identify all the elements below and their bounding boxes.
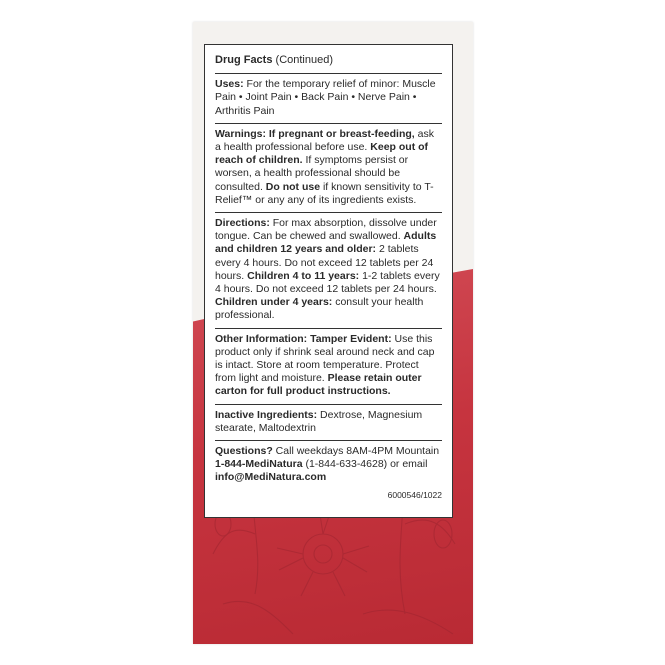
drug-facts-panel [204,44,453,518]
questions-phone: 1-844-MediNatura [215,458,303,471]
directions-section [215,213,442,329]
drug-facts-title: Drug Facts [215,54,273,66]
questions-email: info@MediNatura.com [215,471,327,484]
directions-adults: Adults and children 12 years and older: [215,230,437,256]
uses-label: Uses: [215,78,244,91]
warnings-do-not-use: Do not use [265,180,321,193]
warnings-text-1: ask a health professional before use. [215,127,434,154]
other-info-retain-carton: Please retain outer carton for full product instructions. [215,372,422,398]
directions-text-2: 2 tablets every 4 hours. Do not exceed 12 tablets per 24 hours. [215,243,434,282]
uses-section [215,74,442,124]
other-information-section [215,329,442,405]
questions-text-2: (1-844-633-4628) or email [302,458,428,471]
directions-children-under-4: Children under 4 years: [215,296,333,309]
warnings-section [215,124,442,213]
inactive-ingredients-section [215,405,442,441]
questions-section [215,441,442,507]
inactive-text: Dextrose, Magnesium stearate, Maltodextrin [215,408,423,434]
warnings-text-3: if known sensitivity to T-Relief™ or any any of its ingredients exists. [215,180,434,206]
directions-text-4: consult your health professional. [215,296,424,322]
uses-text: For the temporary relief of minor: Muscle Pain • Joint Pain • Back Pain • Nerve Pain • Arthritis Pain [215,78,436,117]
directions-text-1: For max absorption, dissolve under tongue. Can be chewed and swallowed. [215,217,437,243]
lot-number: 6000546/1022 [387,489,442,500]
warnings-pregnant: If pregnant or breast-feeding, [268,127,415,140]
directions-children-4-11: Children 4 to 11 years: [247,269,360,282]
warnings-label: Warnings: [215,127,266,140]
drug-facts-header [215,45,442,74]
warnings-keep-out: Keep out of reach of children. [215,141,429,167]
other-info-text: Use this product only if shrink seal around neck and cap is intact. Store at room temperature. Protect from light and moisture. [215,332,435,385]
drug-facts-subtitle: (Continued) [275,54,334,66]
other-info-label: Other Information: Tamper Evident: [215,332,392,345]
questions-text-1: Call weekdays 8AM-4PM Mountain [272,445,440,458]
inactive-label: Inactive Ingredients: [215,408,318,421]
questions-label: Questions? [215,445,273,458]
directions-text-3: 1-2 tablets every 4 hours. Do not exceed 12 tablets per 24 hours. [215,269,440,296]
warnings-text-2: If symptoms persist or worsen, a health professional should be consulted. [215,154,409,193]
directions-label: Directions: [215,217,270,230]
